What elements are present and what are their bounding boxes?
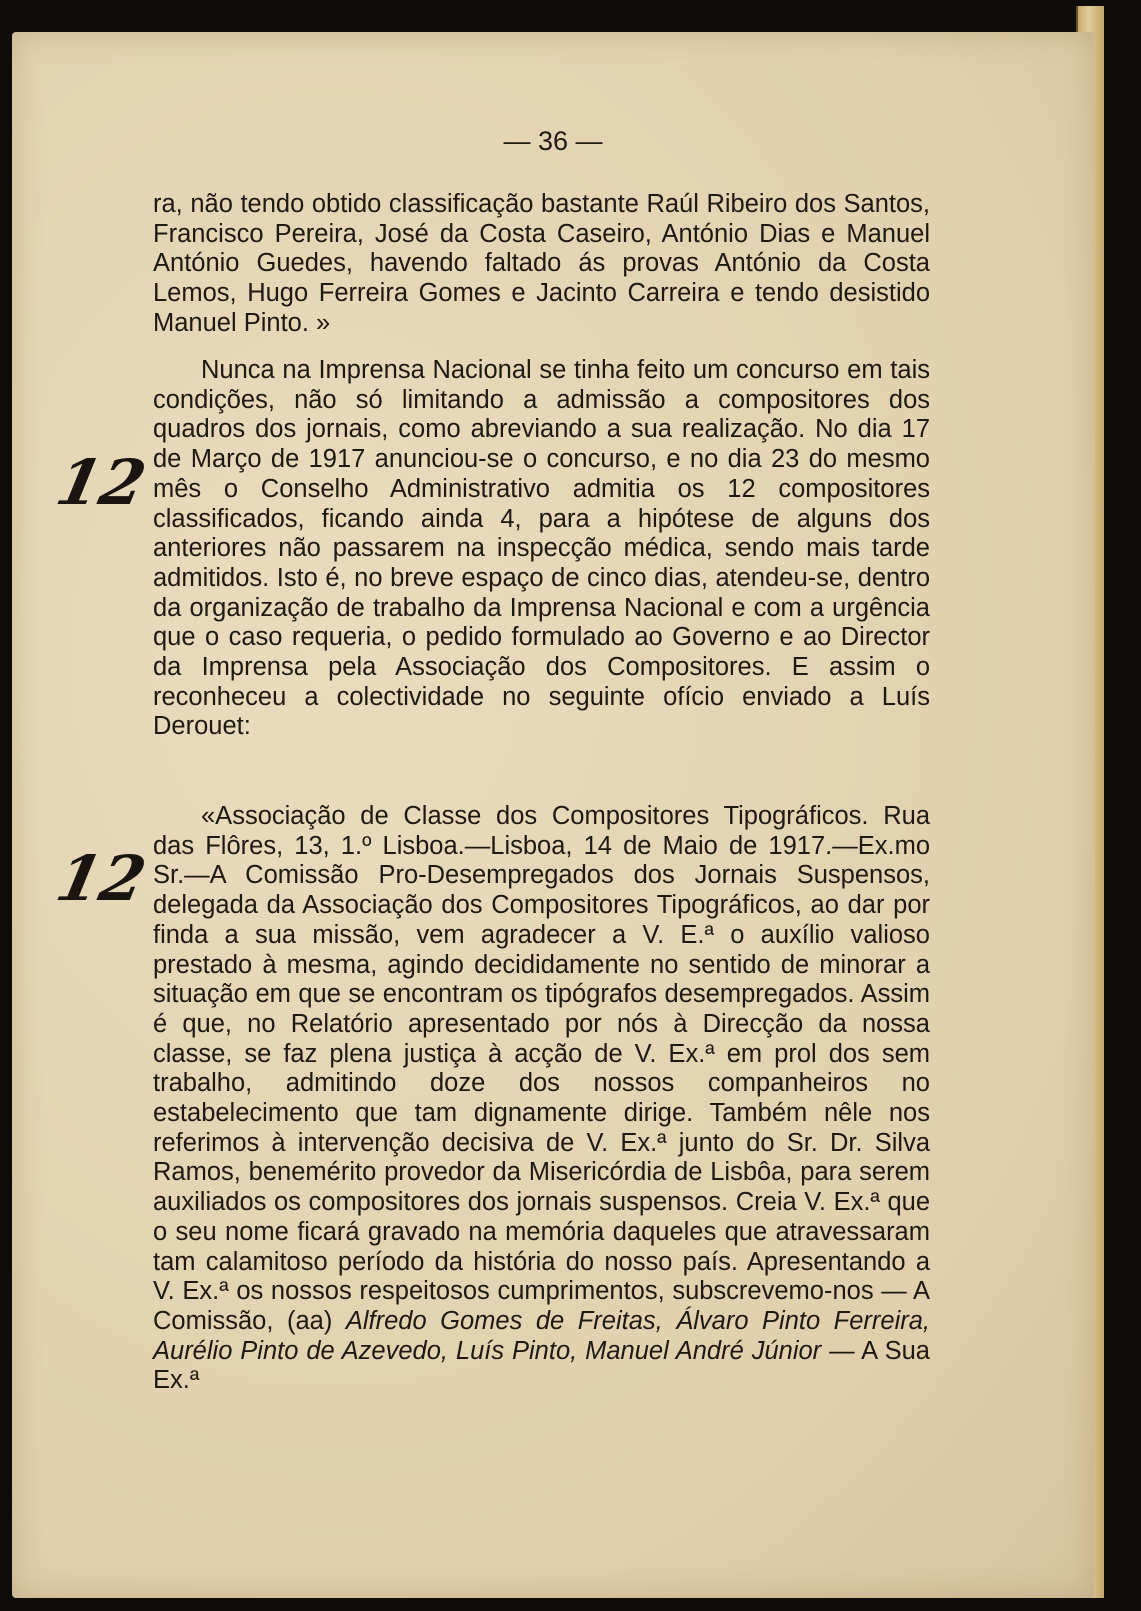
margin-annotation: 12 <box>50 446 153 519</box>
quoted-letter <box>153 802 930 1396</box>
paragraph-concurso: Nunca na Imprensa Nacional se tinha feito um concurso em tais condições, não só limitando a admissão a compositores dos quadros dos jornais, como abreviando a sua realização. No dia 17 de Março de 1917 anunciou-se o concurso, e no dia 23 do mesmo mês o Conselho Administrativo admitia os 12 compositores classificados, ficando ainda 4, para a hipótese de alguns dos anteriores não passarem na inspecção médica, sendo mais tarde admitidos. Isto é, no breve espaço de cinco dias, atendeu-se, dentro da organização de trabalho da Imprensa Nacional e com a urgência que o caso requeria, o pedido formulado ao Governo e ao Director da Imprensa pela Associação dos Compositores. E assim o reconheceu a colectividade no seguinte ofício enviado a Luís Derouet: <box>153 356 930 741</box>
book-page <box>12 32 1094 1598</box>
margin-annotation: 12 <box>50 842 153 915</box>
page-number: — 36 — <box>503 126 603 156</box>
letter-closing: — A Sua Ex.ª <box>153 1336 930 1395</box>
paragraph-continuation: ra, não tendo obtido classificação bastante Raúl Ribeiro dos Santos, Francisco Pereira, José da Costa Caseiro, António Dias e Manuel António Guedes, havendo faltado ás provas António da Costa Lemos, Hugo Ferreira Gomes e Jacinto Carreira e tendo desistido Manuel Pinto. » <box>153 190 930 337</box>
letter-signatures: Alfredo Gomes de Freitas, Álvaro Pinto Ferreira, Aurélio Pinto de Azevedo, Luís Pinto, Manuel André Júnior <box>153 1306 930 1365</box>
letter-body: «Associação de Classe dos Compositores Tipográficos. Rua das Flôres, 13, 1.º Lisboa.—Lisboa, 14 de Maio de 1917.—Ex.mo Sr.—A Comissão Pro-Desempregados dos Jornais Suspensos, delegada da Associação dos Compositores Tipográficos, ao dar por finda a sua missão, vem agradecer a V. E.ª o auxílio valioso prestado à mesma, agindo decididamente no sentido de minorar a situação em que se encontram os tipógrafos desempregados. Assim é que, no Relatório apresentado por nós à Direcção da nossa classe, se faz plena justiça à acção de V. Ex.ª em prol dos sem trabalho, admitindo doze dos nossos companheiros no estabelecimento que tam dignamente dirige. Também nêle nos referimos à intervenção decisiva de V. Ex.ª junto do Sr. Dr. Silva Ramos, benemérito provedor da Misericórdia de Lisbôa, para serem auxiliados os compositores dos jornais suspensos. Creia V. Ex.ª que o seu nome ficará gravado na memória daqueles que atravessaram tam calamitoso período da história do nosso país. Apresentando a V. Ex.ª os nossos respeitosos cumprimentos, subscrevemo-nos — A Comissão, (aa) <box>153 802 930 1335</box>
